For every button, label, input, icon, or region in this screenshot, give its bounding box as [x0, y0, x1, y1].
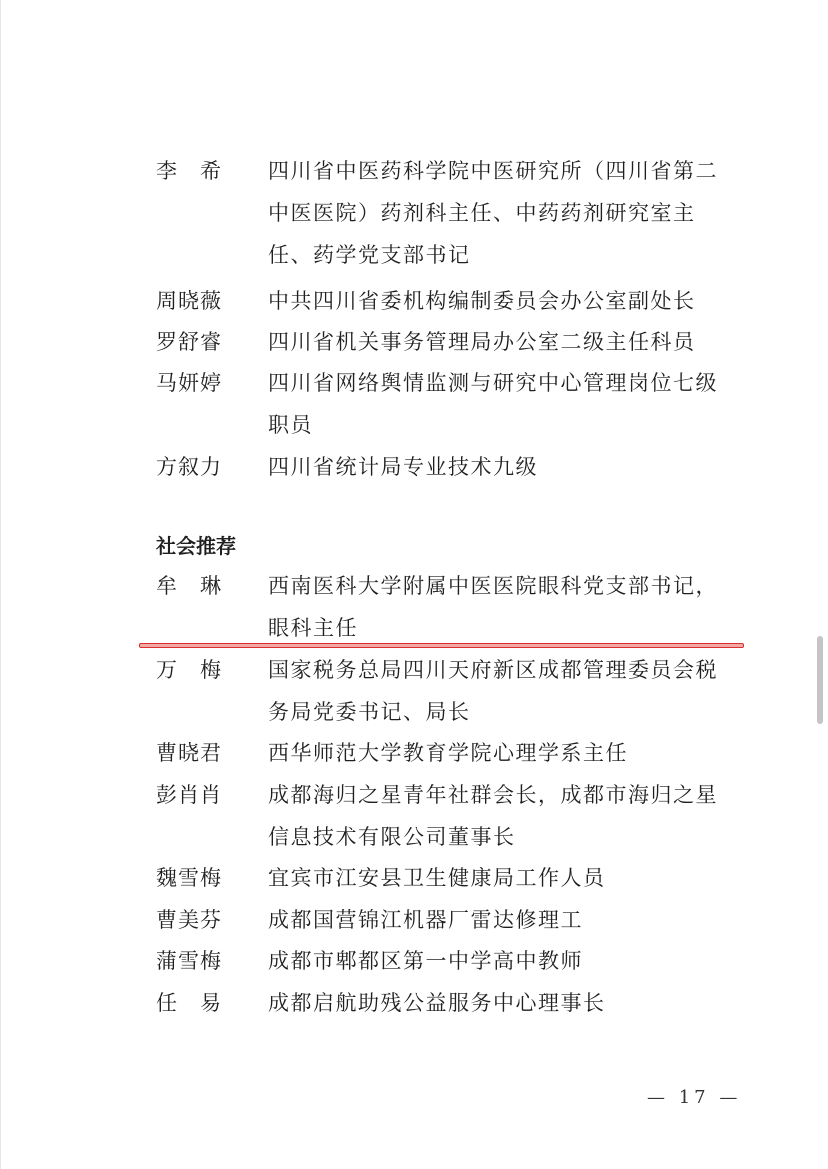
person-title: 四川省网络舆情监测与研究中心管理岗位七级职员 [268, 371, 718, 437]
person-name: 曹美芬 [156, 908, 222, 932]
section-heading: 社会推荐 [156, 534, 236, 558]
person-name: 罗舒睿 [156, 330, 222, 354]
scrollbar-thumb[interactable] [817, 636, 823, 724]
person-title: 中共四川省委机构编制委员会办公室副处长 [268, 289, 696, 313]
person-title: 成都国营锦江机器厂雷达修理工 [268, 908, 583, 932]
person-name: 蒲雪梅 [156, 949, 222, 973]
person-title: 成都海归之星青年社群会长，成都市海归之星信息技术有限公司董事长 [268, 783, 718, 849]
person-name: 马妍婷 [156, 371, 222, 395]
person-name: 周晓薇 [156, 289, 222, 313]
person-title: 西华师范大学教育学院心理学系主任 [268, 741, 628, 765]
person-name: 任 易 [156, 991, 222, 1015]
page-number: — 17 — [647, 1087, 742, 1108]
person-title: 成都启航助残公益服务中心理事长 [268, 991, 606, 1015]
person-name: 魏雪梅 [156, 866, 222, 890]
person-name: 曹晓君 [156, 741, 222, 765]
person-title: 宜宾市江安县卫生健康局工作人员 [268, 866, 606, 890]
person-name: 万 梅 [156, 658, 222, 682]
person-title: 西南医科大学附属中医医院眼科党支部书记，眼科主任 [268, 574, 718, 640]
person-name: 彭肖肖 [156, 783, 222, 807]
person-name: 李 希 [156, 159, 222, 183]
person-title: 国家税务总局四川天府新区成都管理委员会税务局党委书记、局长 [268, 658, 718, 724]
person-title: 成都市郫都区第一中学高中教师 [268, 949, 583, 973]
person-title: 四川省中医药科学院中医研究所（四川省第二中医医院）药剂科主任、中药药剂研究室主任、药学党支部书记 [268, 159, 718, 267]
highlight-underline [139, 643, 744, 648]
person-name: 牟 琳 [156, 574, 222, 598]
person-title: 四川省机关事务管理局办公室二级主任科员 [268, 330, 696, 354]
person-name: 方叙力 [156, 455, 222, 479]
person-title: 四川省统计局专业技术九级 [268, 455, 538, 479]
